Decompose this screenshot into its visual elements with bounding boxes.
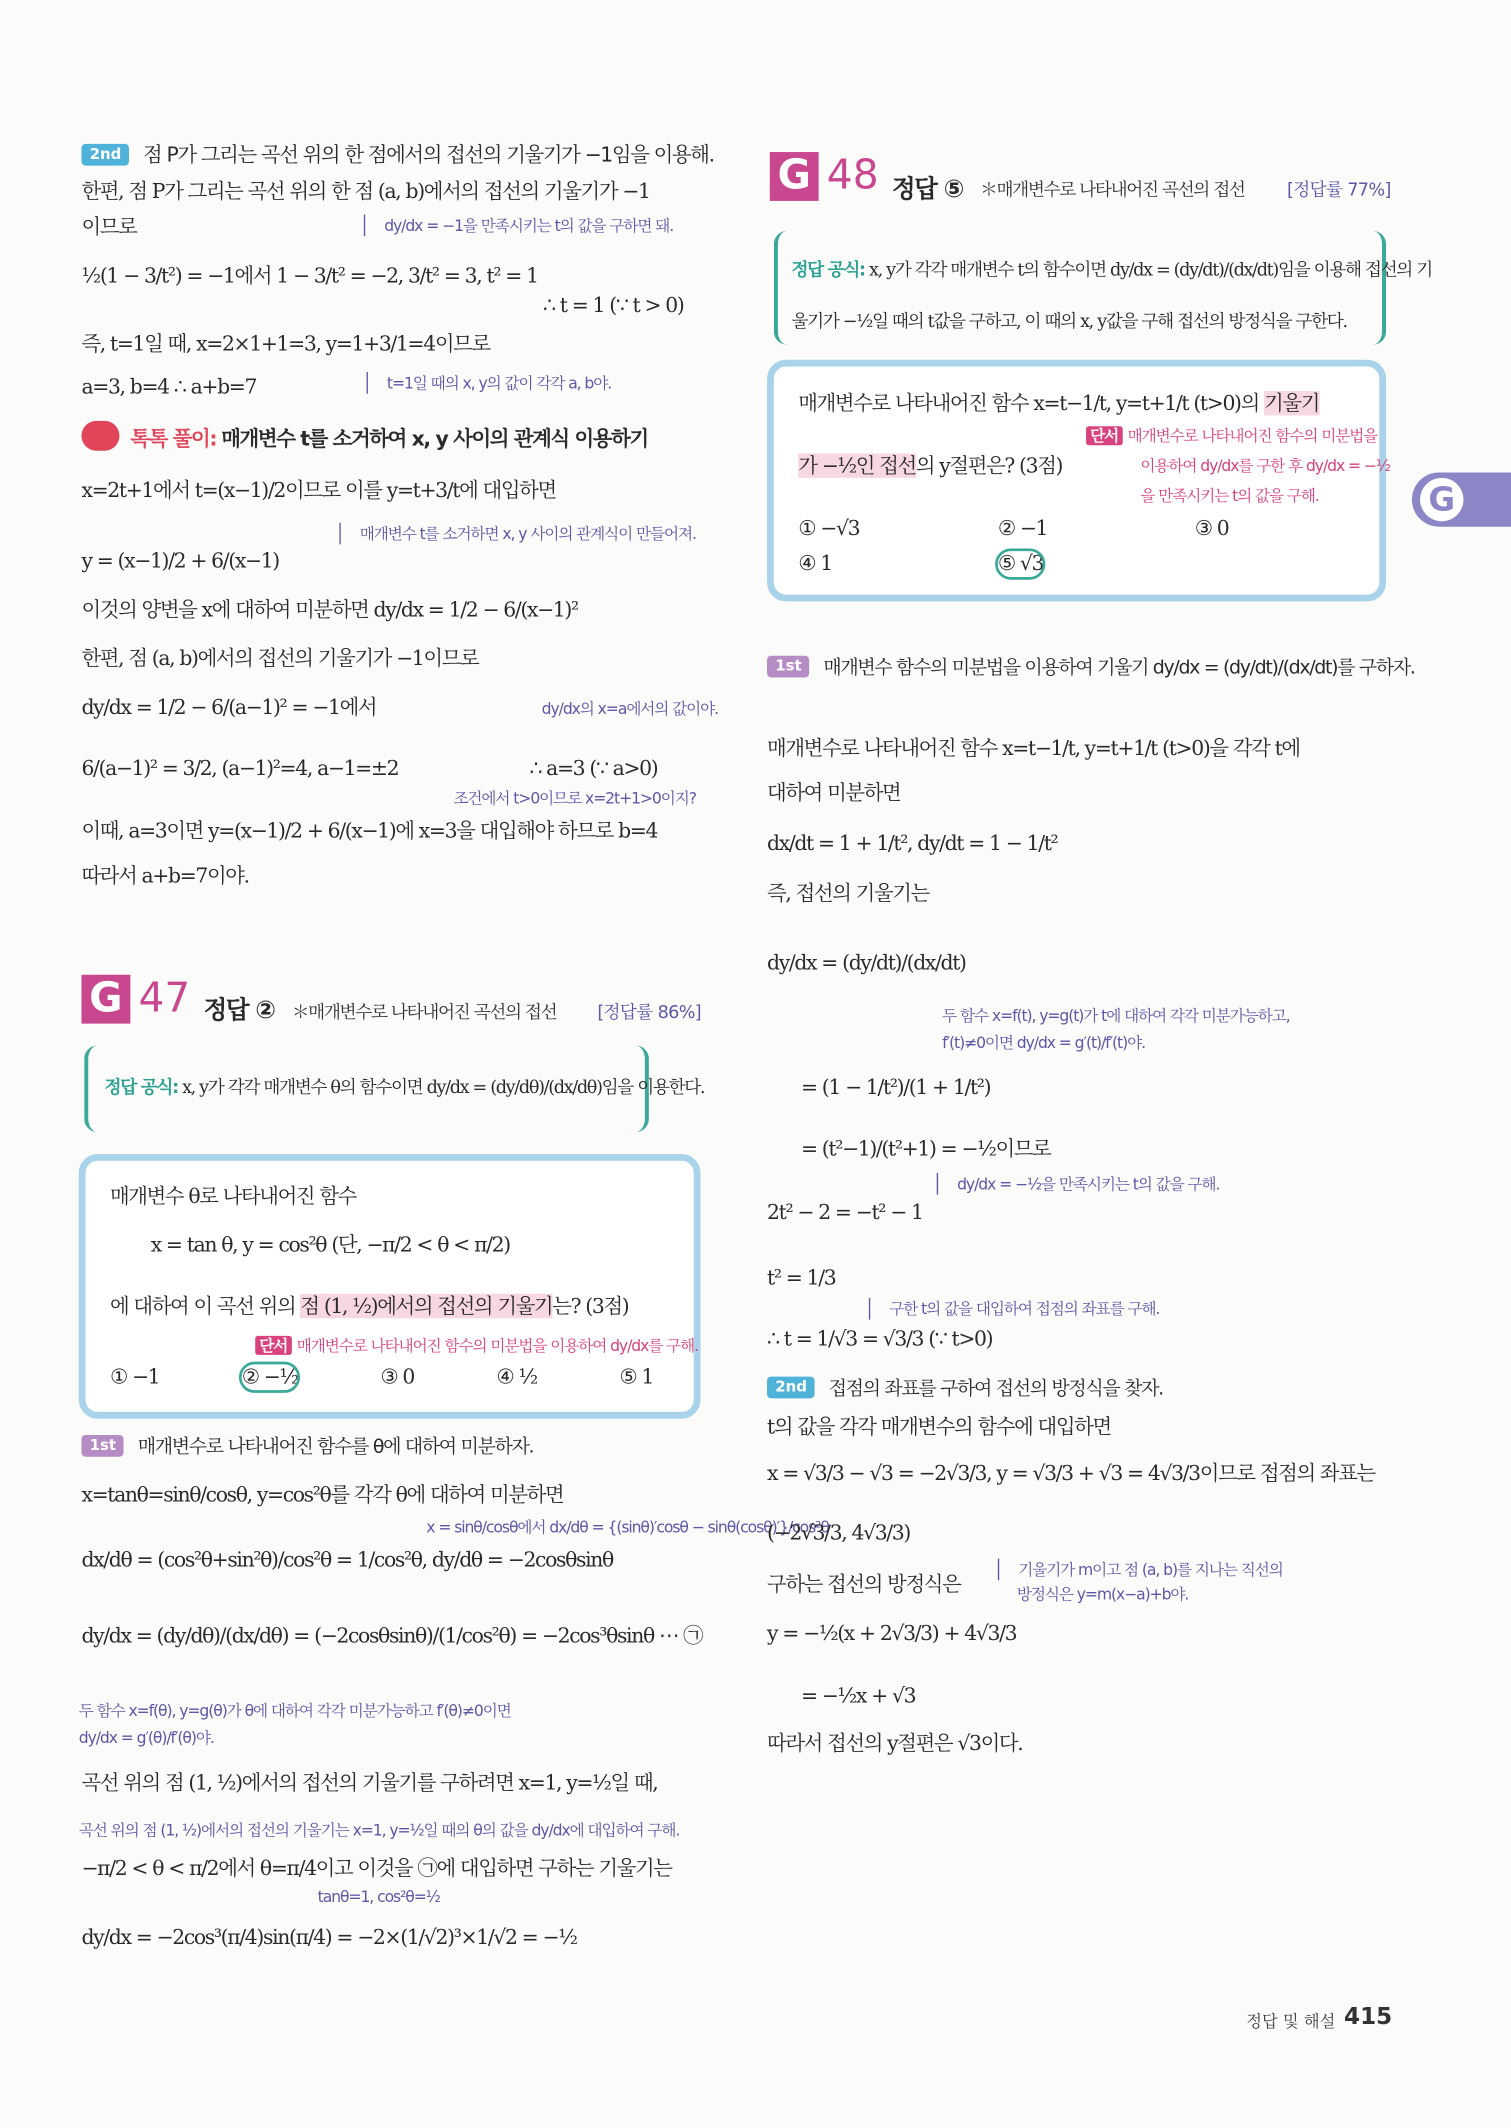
clue-text: 매개변수로 나타내어진 함수의 미분법을	[1127, 426, 1378, 446]
annotation: dy/dx의 x=a에서의 값이야.	[541, 699, 719, 719]
chapter-side-tab[interactable]	[1412, 472, 1511, 526]
clue	[255, 1335, 698, 1357]
annotation: tanθ=1, cos²θ=½	[317, 1887, 440, 1907]
equation: dx/dθ = (cos²θ+sin²θ)/cos²θ = 1/cos²θ, dy/dθ = −2cosθsinθ	[81, 1547, 613, 1573]
annotation: 곡선 위의 점 (1, ½)에서의 접선의 기울기는 x=1, y=½일 때의 θ의 값을 dy/dx에 대입하여 구해.	[78, 1820, 680, 1840]
choice-correct[interactable]: ② −½	[241, 1364, 298, 1389]
equation: = (1 − 1/t²)/(1 + 1/t²)	[800, 1075, 991, 1100]
step-1st	[767, 654, 1414, 680]
clue-tag: 단서	[1086, 426, 1122, 445]
text: 에 대하여 이 곡선 위의	[109, 1293, 301, 1319]
equation: x = √3/3 − √3 = −2√3/3, y = √3/3 + √3 = 4√3/3이므로 접점의 좌표는	[767, 1460, 1375, 1486]
choice[interactable]: ③ 0	[380, 1364, 414, 1389]
equation: dy/dx = −2cos³(π/4)sin(π/4) = −2×(1/√2)³×1/√2 = −½	[81, 1925, 577, 1950]
annotation: dy/dx = g′(θ)/f′(θ)야.	[78, 1728, 214, 1748]
problem-text	[798, 391, 1319, 416]
step-badge: 1st	[767, 656, 810, 677]
text-line: 한편, 점 P가 그리는 곡선 위의 한 점 (a, b)에서의 접선의 기울기가 −1	[81, 179, 650, 204]
text-line: 이므로	[81, 214, 137, 239]
tip-label: 톡톡 풀이:	[130, 426, 217, 451]
highlight: 기울기	[1264, 390, 1320, 416]
footer-label: 정답 및 해설	[1246, 2011, 1336, 2031]
choice[interactable]: ③ 0	[1194, 515, 1229, 541]
formula-text: 울기가 −½일 때의 t값을 구하고, 이 때의 x, y값을 구해 접선의 방정식을 구한다.	[791, 312, 1347, 333]
chapter-letter: G	[1420, 478, 1463, 521]
equation: 이것의 양변을 x에 대하여 미분하면 dy/dx = 1/2 − 6/(x−1)²	[81, 597, 578, 622]
text-line: 따라서 접선의 y절편은 √3이다.	[767, 1730, 1023, 1756]
clue-tag: 단서	[255, 1336, 291, 1355]
question-number: 47	[138, 974, 191, 1023]
question-number: 48	[826, 152, 879, 200]
equation: dy/dx = (dy/dt)/(dx/dt)	[767, 950, 966, 975]
equation: dx/dt = 1 + 1/t², dy/dt = 1 − 1/t²	[767, 830, 1058, 856]
highlight: 가 −½인 접선	[798, 453, 916, 478]
equation: 곡선 위의 점 (1, ½)에서의 접선의 기울기를 구하려면 x=1, y=½일 때,	[81, 1770, 658, 1795]
page-number: 415	[1344, 2003, 1393, 2031]
equation: y = (x−1)/2 + 6/(x−1)	[81, 548, 279, 573]
text-line: 즉, 접선의 기울기는	[767, 881, 929, 906]
annotation: 두 함수 x=f(t), y=g(t)가 t에 대하여 각각 미분가능하고,	[942, 1005, 1290, 1025]
choice-correct[interactable]: ⑤ √3	[997, 551, 1044, 576]
text-line: 대하여 미분하면	[767, 780, 901, 806]
equation: 이때, a=3이면 y=(x−1)/2 + 6/(x−1)에 x=3을 대입해야 하므로 b=4	[81, 818, 658, 844]
formula-box	[84, 1045, 705, 1132]
step-text: 점 P가 그리는 곡선 위의 한 점에서의 접선의 기울기가 −1임을 이용해.	[143, 142, 714, 167]
clue-text: 을 만족시키는 t의 값을 구해.	[1140, 486, 1319, 506]
annotation: 매개변수 t를 소거하면 x, y 사이의 관계식이 만들어져.	[339, 523, 696, 545]
annotation: x = sinθ/cosθ에서 dx/dθ = {(sinθ)′cosθ − sinθ(cosθ)′}/cos²θ	[426, 1517, 829, 1537]
problem-equation: x = tan θ, y = cos²θ (단, −π/2 < θ < π/2)	[150, 1232, 510, 1258]
step-2nd	[767, 1375, 1163, 1401]
clue-text: 이용하여 dy/dx를 구한 후 dy/dx = −½	[1140, 456, 1390, 476]
equation: 2t² − 2 = −t² − 1	[767, 1200, 923, 1225]
step-badge: 2nd	[81, 144, 129, 165]
annotation: t=1일 때의 x, y의 값이 각각 a, b야.	[367, 372, 612, 394]
equation: 6/(a−1)² = 3/2, (a−1)²=4, a−1=±2	[81, 756, 399, 781]
choice[interactable]: ⑤ 1	[619, 1364, 653, 1389]
problem-box	[79, 1154, 701, 1419]
equation: −π/2 < θ < π/2에서 θ=π/4이고 이것을 ㉠에 대입하면 구하는 기울기는	[81, 1855, 672, 1881]
equation: 매개변수로 나타내어진 함수 x=t−1/t, y=t+1/t (t>0)을 각각 t에	[767, 735, 1300, 761]
annotation: dy/dx = −1을 만족시키는 t의 값을 구하면 돼.	[364, 215, 673, 237]
annotation: dy/dx = −½을 만족시키는 t의 값을 구해.	[937, 1173, 1220, 1195]
choice[interactable]: ④ ½	[496, 1364, 537, 1389]
equation: ∴ t = 1 (∵ t > 0)	[543, 293, 684, 318]
annotation: 두 함수 x=f(θ), y=g(θ)가 θ에 대하여 각각 미분가능하고 f′(θ)≠0이면	[78, 1701, 511, 1721]
step-badge: 2nd	[767, 1377, 815, 1398]
equation: ½(1 − 3/t²) = −1에서 1 − 3/t² = −2, 3/t² = 3, t² = 1	[81, 263, 538, 288]
equation: x=2t+1에서 t=(x−1)/2이므로 이를 y=t+3/t에 대입하면	[81, 477, 556, 503]
topic: ＊매개변수로 나타내어진 곡선의 접선	[980, 180, 1245, 201]
chapter-badge: G	[770, 152, 819, 201]
correct-rate: [정답률 77%]	[1287, 180, 1391, 201]
text-line: 구하는 접선의 방정식은	[767, 1572, 961, 1597]
answer-label: 정답 ②	[203, 996, 275, 1025]
step-badge: 1st	[81, 1435, 124, 1456]
step-2nd	[81, 143, 713, 168]
equation: = −½x + √3	[800, 1683, 916, 1708]
choice[interactable]: ① −1	[109, 1364, 160, 1389]
step-text: 접점의 좌표를 구하여 접선의 방정식을 찾자.	[828, 1377, 1163, 1400]
formula-label: 정답 공식:	[104, 1077, 178, 1099]
equation: = (t²−1)/(t²+1) = −½이므로	[800, 1136, 1051, 1161]
text-line: 한편, 점 (a, b)에서의 접선의 기울기가 −1이므로	[81, 646, 479, 671]
answer-label: 정답 ⑤	[891, 175, 963, 204]
clue	[1086, 425, 1377, 447]
equation: a=3, b=4 ∴ a+b=7	[81, 374, 257, 400]
equation: (−2√3/3, 4√3/3)	[767, 1520, 910, 1545]
formula	[105, 1078, 705, 1100]
text-line: 따라서 a+b=7이야.	[81, 863, 249, 888]
step-text: 매개변수 함수의 미분법을 이용하여 기울기 dy/dx = (dy/dt)/(dx/dt)를 구하자.	[823, 657, 1415, 679]
formula-text: x, y가 각각 매개변수 θ의 함수이면 dy/dx = (dy/dθ)/(dx/dθ)임을 이용한다.	[182, 1077, 705, 1099]
equation: dy/dx = 1/2 − 6/(a−1)² = −1에서	[81, 695, 377, 720]
problem-text	[110, 1294, 628, 1319]
equation: ∴ a=3 (∵ a>0)	[529, 756, 658, 781]
chapter-badge: G	[81, 975, 130, 1024]
clue-text: 매개변수로 나타내어진 함수의 미분법을 이용하여 dy/dx를 구해.	[296, 1335, 698, 1355]
equation: 즉, t=1일 때, x=2×1+1=3, y=1+3/1=4이므로	[81, 331, 490, 356]
tip-icon	[81, 421, 119, 451]
equation: ∴ t = 1/√3 = √3/3 (∵ t>0)	[767, 1326, 993, 1351]
annotation: 구한 t의 값을 대입하여 접점의 좌표를 구해.	[869, 1298, 1159, 1320]
choice[interactable]: ① −√3	[798, 515, 860, 541]
choices	[110, 1364, 653, 1389]
step-text: 매개변수로 나타내어진 함수를 θ에 대하여 미분하자.	[137, 1436, 534, 1459]
choice[interactable]: ② −1	[997, 515, 1048, 541]
topic: ＊매개변수로 나타내어진 곡선의 접선	[291, 1003, 557, 1024]
equation: y = −½(x + 2√3/3) + 4√3/3	[767, 1620, 1017, 1646]
correct-rate: [정답률 86%]	[597, 1003, 702, 1024]
annotation: 조건에서 t>0이므로 x=2t+1>0이지?	[453, 788, 696, 808]
text: 매개변수로 나타내어진 함수 x=t−1/t, y=t+1/t (t>0)의	[798, 390, 1265, 416]
formula-text: x, y가 각각 매개변수 t의 함수이면 dy/dx = (dy/dt)/(dx/dt)임을 이용해 접선의 기	[869, 260, 1432, 282]
highlight: 점 (1, ½)에서의 접선의 기울기	[300, 1293, 553, 1319]
choice[interactable]: ④ 1	[798, 551, 832, 576]
equation: dy/dx = (dy/dθ)/(dx/dθ) = (−2cosθsinθ)/(1/cos²θ) = −2cos³θsinθ ⋯ ㉠	[81, 1623, 703, 1649]
formula-box	[774, 231, 1432, 345]
step-1st	[81, 1434, 533, 1460]
formula	[791, 261, 1431, 283]
equation: x=tanθ=sinθ/cosθ, y=cos²θ를 각각 θ에 대하여 미분하면	[81, 1482, 564, 1507]
problem-box	[767, 360, 1390, 602]
problem-text: 매개변수 θ로 나타내어진 함수	[109, 1183, 356, 1209]
equation: t² = 1/3	[767, 1265, 836, 1290]
tip-title: 매개변수 t를 소거하여 x, y 사이의 관계식 이용하기	[221, 426, 648, 451]
problem-text	[798, 453, 1062, 478]
formula-label: 정답 공식:	[791, 260, 865, 282]
annotation: 기울기가 m이고 점 (a, b)를 지나는 직선의	[998, 1559, 1283, 1581]
annotation: f′(t)≠0이면 dy/dx = g′(t)/f′(t)야.	[942, 1033, 1145, 1053]
text-line: t의 값을 각각 매개변수의 함수에 대입하면	[767, 1414, 1111, 1440]
text: 의 y절편은? (3점)	[915, 453, 1063, 478]
text: 는? (3점)	[552, 1293, 629, 1319]
tip-heading	[81, 421, 647, 452]
annotation: 방정식은 y=m(x−a)+b야.	[1016, 1584, 1189, 1604]
